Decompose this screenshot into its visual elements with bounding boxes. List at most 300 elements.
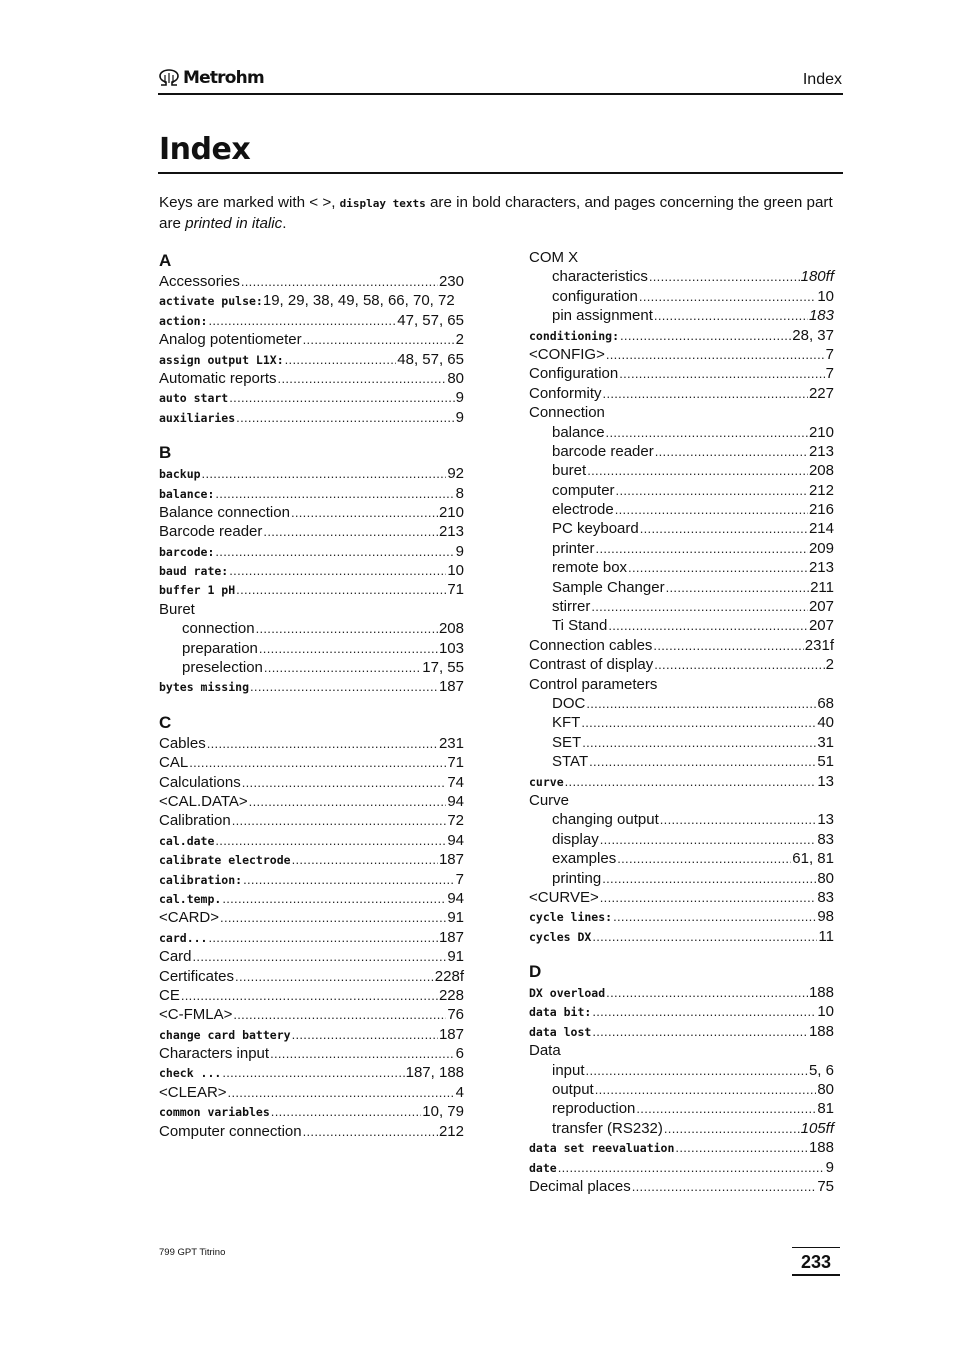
entry-term: auxiliaries [159, 410, 236, 425]
index-subentry [159, 620, 464, 639]
dot-leader [232, 813, 447, 828]
section-gap [529, 947, 834, 961]
entry-term: <CAL.DATA> [159, 792, 248, 810]
header-section: Index [802, 71, 842, 88]
dot-leader [649, 269, 800, 284]
dot-leader [581, 715, 816, 730]
index-subentry [529, 540, 834, 559]
entry-page-ref: 208 [438, 620, 464, 638]
entry-page-ref: 81 [817, 1100, 834, 1118]
entry-term: Sample Changer [552, 578, 665, 596]
index-subentry [529, 520, 834, 539]
entry-term: <CURVE> [529, 888, 599, 906]
entry-term: Cables [159, 734, 206, 752]
dot-leader [292, 852, 438, 867]
entry-page-ref: 91 [447, 909, 464, 927]
dot-leader [640, 521, 808, 536]
index-subentry [529, 268, 834, 287]
dot-leader [303, 332, 455, 347]
index-entry [159, 832, 464, 851]
entry-term: balance [552, 423, 605, 441]
dot-leader [660, 812, 817, 827]
entry-term: assign output L1X: [159, 352, 284, 367]
entry-term: preselection [182, 659, 263, 677]
entry-page-ref: 228f [434, 967, 464, 985]
dot-leader [616, 483, 808, 498]
entry-term: input [552, 1061, 585, 1079]
entry-page-ref: 11 [818, 927, 834, 945]
dot-leader [220, 910, 446, 925]
entry-page-ref: 212 [438, 1122, 464, 1140]
entry-page-ref: 80 [817, 869, 834, 887]
entry-term: examples [552, 850, 617, 868]
entry-page-ref: 187 [438, 1025, 464, 1043]
entry-term: Calibration [159, 812, 231, 830]
entry-term: Calculations [159, 773, 241, 791]
entry-term: Automatic reports [159, 369, 277, 387]
entry-term: common variables [159, 1105, 270, 1120]
index-subentry [529, 695, 834, 714]
entry-term: stirrer [552, 598, 591, 616]
index-entry [159, 485, 464, 504]
entry-page-ref: 51 [817, 753, 834, 771]
entry-page-ref: 105ff [800, 1119, 834, 1137]
index-subentry [159, 659, 464, 678]
entry-page-ref: 10 [817, 1003, 834, 1021]
index-entry [159, 409, 464, 428]
entry-term: Curve [529, 791, 570, 809]
dot-leader [608, 618, 808, 633]
dot-leader [215, 833, 446, 848]
entry-page-ref: 231f [804, 636, 834, 654]
entry-term: Data [529, 1042, 561, 1060]
intro-italic: printed in italic [185, 214, 283, 232]
dot-leader [181, 988, 438, 1003]
index-subentry [159, 640, 464, 659]
index-entry [529, 1139, 834, 1158]
index-entry [529, 346, 834, 365]
page-title-block [158, 126, 843, 174]
index-entry [159, 774, 464, 793]
entry-term: configuration [552, 287, 638, 305]
index-subentry [529, 1062, 834, 1081]
dot-leader [208, 313, 396, 328]
entry-page-ref: 103 [438, 639, 464, 657]
dot-leader [664, 1121, 800, 1136]
index-entry [159, 1045, 464, 1064]
entry-term: Barcode reader [159, 523, 263, 541]
index-entry [159, 929, 464, 948]
dot-leader [256, 621, 438, 636]
dot-leader [606, 425, 808, 440]
dot-leader [558, 1160, 825, 1175]
entry-term: Decimal places [529, 1177, 631, 1195]
entry-page-ref: 8 [455, 484, 464, 502]
entry-page-ref: 209 [808, 539, 834, 557]
entry-page-ref: 9 [455, 408, 464, 426]
index-entry [159, 273, 464, 292]
index-entry [159, 465, 464, 484]
dot-leader [589, 754, 816, 769]
index-entry [529, 676, 834, 695]
entry-term: card... [159, 930, 208, 945]
dot-leader [655, 444, 808, 459]
index-entry [529, 327, 834, 346]
dot-leader [582, 735, 816, 750]
intro-part2: are in bold characters, and pages concerning the green part are [159, 194, 833, 232]
entry-term: calibration: [159, 872, 243, 887]
dot-leader [617, 851, 791, 866]
dot-leader [595, 1082, 817, 1097]
entry-page-ref: 228 [438, 986, 464, 1004]
entry-page-ref: 68 [817, 694, 834, 712]
entry-page-ref: 188 [808, 984, 834, 1002]
index-subentry [529, 307, 834, 326]
entry-term: PC keyboard [552, 520, 639, 538]
index-subentry [529, 424, 834, 443]
entry-term: <CARD> [159, 909, 220, 927]
index-column-left [159, 250, 464, 1142]
index-letter-heading: A [159, 251, 172, 270]
entry-page-ref: 83 [817, 830, 834, 848]
entry-term: change card battery [159, 1027, 291, 1042]
entry-page-ref: 74 [447, 773, 464, 791]
entry-page-ref: 187 [438, 928, 464, 946]
entry-term: Ti Stand [552, 617, 608, 635]
index-entry [159, 968, 464, 987]
entry-term: action: [159, 313, 208, 328]
intro-code: display texts [339, 197, 426, 210]
dot-leader [202, 466, 447, 481]
entry-page-ref: 208 [808, 462, 834, 480]
index-subentry [529, 482, 834, 501]
index-subentry [529, 734, 834, 753]
entry-page-ref: 94 [447, 831, 464, 849]
entry-term: STAT [552, 753, 589, 771]
entry-page-ref: 72 [447, 812, 464, 830]
entry-page-ref: 211 [810, 578, 834, 596]
index-entry [159, 754, 464, 773]
entry-page-ref: 92 [447, 465, 464, 483]
dot-leader [632, 1179, 817, 1194]
index-entry [159, 601, 464, 620]
dot-leader [592, 1004, 816, 1019]
dot-leader [592, 929, 817, 944]
index-subentry [529, 850, 834, 869]
dot-leader [193, 949, 447, 964]
entry-term: barcode: [159, 544, 215, 559]
dot-leader [592, 1024, 808, 1039]
entry-page-ref: 216 [808, 501, 834, 519]
brand-logo [158, 68, 264, 88]
entry-term: data lost [529, 1024, 592, 1039]
index-entry [529, 249, 834, 268]
entry-term: Characters input [159, 1045, 270, 1063]
dot-leader [285, 352, 397, 367]
dot-leader [233, 1007, 446, 1022]
intro-part1: Keys are marked with < >, [159, 194, 340, 211]
entry-term: CE [159, 986, 180, 1004]
index-entry [159, 331, 464, 350]
dot-leader [303, 1124, 438, 1139]
index-entry [529, 928, 834, 947]
entry-page-ref: 213 [808, 442, 834, 460]
dot-leader [222, 1065, 404, 1080]
index-subentry [529, 598, 834, 617]
index-entry [529, 773, 834, 792]
dot-leader [215, 544, 454, 559]
section-gap [159, 698, 464, 712]
entry-page-ref: 98 [817, 908, 834, 926]
entry-term: Control parameters [529, 675, 658, 693]
entry-term: SET [552, 733, 582, 751]
index-subentry [529, 811, 834, 830]
entry-page-ref: 9 [825, 1158, 834, 1176]
entry-term: conditioning: [529, 328, 620, 343]
entry-page-ref: 6 [455, 1045, 464, 1063]
dot-leader [606, 347, 825, 362]
entry-page-ref: 214 [808, 520, 834, 538]
page-header [158, 66, 843, 95]
dot-leader [565, 774, 817, 789]
entry-page-ref: 80 [447, 369, 464, 387]
dot-leader [291, 505, 438, 520]
entry-term: Accessories [159, 273, 240, 290]
index-subentry [529, 753, 834, 772]
entry-term: preparation [182, 639, 258, 657]
entry-term: balance: [159, 486, 215, 501]
index-subentry [529, 617, 834, 636]
entry-term: printer [552, 539, 595, 557]
entry-term: Card [159, 948, 192, 966]
entry-term: Analog potentiometer [159, 331, 302, 349]
index-entry [529, 1159, 834, 1178]
entry-page-ref: 80 [817, 1081, 834, 1099]
index-entry [159, 523, 464, 542]
entry-term: Connection cables [529, 636, 653, 654]
entry-term: calibrate electrode [159, 853, 291, 868]
index-entry [159, 735, 464, 754]
dot-leader [229, 563, 446, 578]
entry-page-ref: 75 [817, 1177, 834, 1195]
dot-leader [620, 328, 791, 343]
index-entry [159, 1103, 464, 1122]
dot-leader [636, 1101, 816, 1116]
index-entry [159, 351, 464, 370]
intro-text [159, 193, 843, 233]
page-number: 233 [800, 1252, 832, 1272]
entry-term: data set reevaluation [529, 1141, 675, 1156]
entry-page-ref: 187 [438, 678, 464, 696]
entry-term: cycles DX [529, 929, 592, 944]
index-entry [159, 871, 464, 890]
dot-leader [613, 909, 816, 924]
index-entry [159, 562, 464, 581]
footer-doc-title: 799 GPT Titrino [159, 1247, 226, 1258]
entry-term: backup [159, 467, 201, 482]
entry-page-ref: 10 [817, 287, 834, 305]
entry-term: curve [529, 774, 564, 789]
entry-page-ref: 4 [455, 1083, 464, 1101]
index-entry [159, 812, 464, 831]
entry-page-ref: 13 [817, 772, 834, 790]
dot-leader [596, 541, 808, 556]
entry-term: auto start [159, 391, 229, 406]
index-entry [529, 656, 834, 675]
entry-page-ref: 210 [438, 503, 464, 521]
entry-term: cal.date [159, 833, 215, 848]
entry-term: date [529, 1160, 557, 1175]
index-subentry [529, 831, 834, 850]
entry-page-ref: 212 [808, 481, 834, 499]
entry-term: barcode reader [552, 442, 654, 460]
entry-term: <CLEAR> [159, 1083, 227, 1101]
entry-page-ref: 2 [455, 331, 464, 349]
dot-leader [228, 1085, 455, 1100]
dot-leader [586, 696, 816, 711]
entry-term: KFT [552, 714, 581, 732]
entry-page-ref: 48, 57, 65 [397, 350, 464, 368]
entry-page-ref: 213 [438, 523, 464, 541]
omega-logo-icon [158, 69, 180, 87]
index-entry [529, 365, 834, 384]
index-subentry [529, 1100, 834, 1119]
dot-leader [189, 755, 446, 770]
entry-page-ref: 94 [447, 889, 464, 907]
entry-page-ref: 40 [817, 714, 834, 732]
index-letter-heading: B [159, 443, 172, 463]
index-subentry [529, 501, 834, 520]
page-number-box [792, 1247, 840, 1276]
index-subentry [529, 579, 834, 598]
entry-page-ref: 227 [808, 384, 834, 402]
dot-leader [628, 560, 808, 575]
entry-term: data bit: [529, 1005, 592, 1020]
entry-page-ref: 71 [447, 754, 464, 772]
dot-leader [586, 1063, 808, 1078]
index-subentry [529, 714, 834, 733]
entry-page-ref: 188 [808, 1139, 834, 1157]
dot-leader [243, 872, 455, 887]
entry-page-ref: 94 [447, 792, 464, 810]
index-entry [529, 637, 834, 656]
section-gap [159, 428, 464, 442]
entry-term: check ... [159, 1066, 222, 1081]
entry-term: buret [552, 462, 587, 480]
entry-term: buffer 1 pH [159, 583, 236, 598]
index-entry [529, 1178, 834, 1197]
index-entry [159, 1064, 464, 1083]
dot-leader [603, 386, 808, 401]
entry-page-ref: 180ff [800, 268, 834, 286]
dot-leader [591, 599, 808, 614]
entry-term: Connection [529, 404, 605, 422]
entry-term: connection [182, 620, 255, 638]
dot-leader [264, 660, 421, 675]
index-entry [159, 948, 464, 967]
index-entry [529, 1023, 834, 1042]
index-entry [529, 385, 834, 404]
index-subentry [529, 1081, 834, 1100]
dot-leader [600, 832, 817, 847]
index-entry [159, 504, 464, 523]
index-entry [159, 909, 464, 928]
entry-page-ref: 91 [447, 948, 464, 966]
entry-term: Contrast of display [529, 656, 654, 674]
dot-leader [654, 308, 808, 323]
index-entry [159, 370, 464, 389]
entry-term: Balance connection [159, 503, 290, 521]
entry-page-ref: 187, 188 [405, 1064, 464, 1082]
entry-page-ref: 76 [447, 1006, 464, 1024]
index-subentry [529, 1120, 834, 1139]
entry-term: Buret [159, 600, 195, 618]
entry-page-ref: 10, 79 [422, 1103, 464, 1121]
dot-leader [235, 969, 434, 984]
dot-leader [271, 1104, 422, 1119]
entry-term: electrode [552, 501, 614, 519]
dot-leader [263, 524, 438, 539]
entry-term: reproduction [552, 1100, 636, 1118]
entry-page-ref: 9 [455, 542, 464, 560]
entry-page-ref: 7 [455, 870, 464, 888]
brand-name: Metrohm [183, 68, 264, 88]
entry-term: <CONFIG> [529, 345, 605, 363]
index-entry [529, 792, 834, 811]
index-subentry [529, 559, 834, 578]
entry-page-ref: 61, 81 [792, 850, 834, 868]
index-entry [159, 1026, 464, 1045]
entry-term: printing [552, 869, 602, 887]
index-entry [159, 389, 464, 408]
index-entry [159, 1006, 464, 1025]
index-letter-heading: D [529, 962, 542, 982]
intro-part3: . [282, 214, 287, 232]
dot-leader [236, 582, 446, 597]
entry-term: Conformity [529, 384, 602, 402]
entry-term: DX overload [529, 986, 606, 1001]
index-subentry [529, 443, 834, 462]
index-subentry [529, 462, 834, 481]
dot-leader [222, 891, 446, 906]
index-entry [159, 987, 464, 1006]
entry-page-ref: 213 [808, 559, 834, 577]
dot-leader [587, 463, 808, 478]
entry-page-ref: 2 [825, 656, 834, 674]
dot-leader [242, 775, 447, 790]
entry-page-ref: 71 [447, 581, 464, 599]
entry-term: cycle lines: [529, 910, 613, 925]
entry-term: DOC [552, 694, 586, 712]
dot-leader [259, 641, 438, 656]
dot-leader [249, 794, 447, 809]
index-letter-heading: C [159, 712, 172, 732]
dot-leader [654, 657, 824, 672]
dot-leader [236, 410, 454, 425]
index-entry [529, 1042, 834, 1061]
entry-page-ref: 183 [808, 307, 834, 325]
page-title: Index [159, 132, 251, 167]
entry-term: output [552, 1081, 594, 1099]
index-entry [159, 678, 464, 697]
dot-leader [207, 736, 438, 751]
dot-leader [292, 1027, 438, 1042]
entry-page-ref: 47, 57, 65 [397, 311, 464, 329]
entry-page-ref: 7 [825, 345, 834, 363]
dot-leader [615, 502, 808, 517]
entry-term: Certificates [159, 967, 235, 985]
entry-page-ref: 230 [438, 273, 464, 290]
